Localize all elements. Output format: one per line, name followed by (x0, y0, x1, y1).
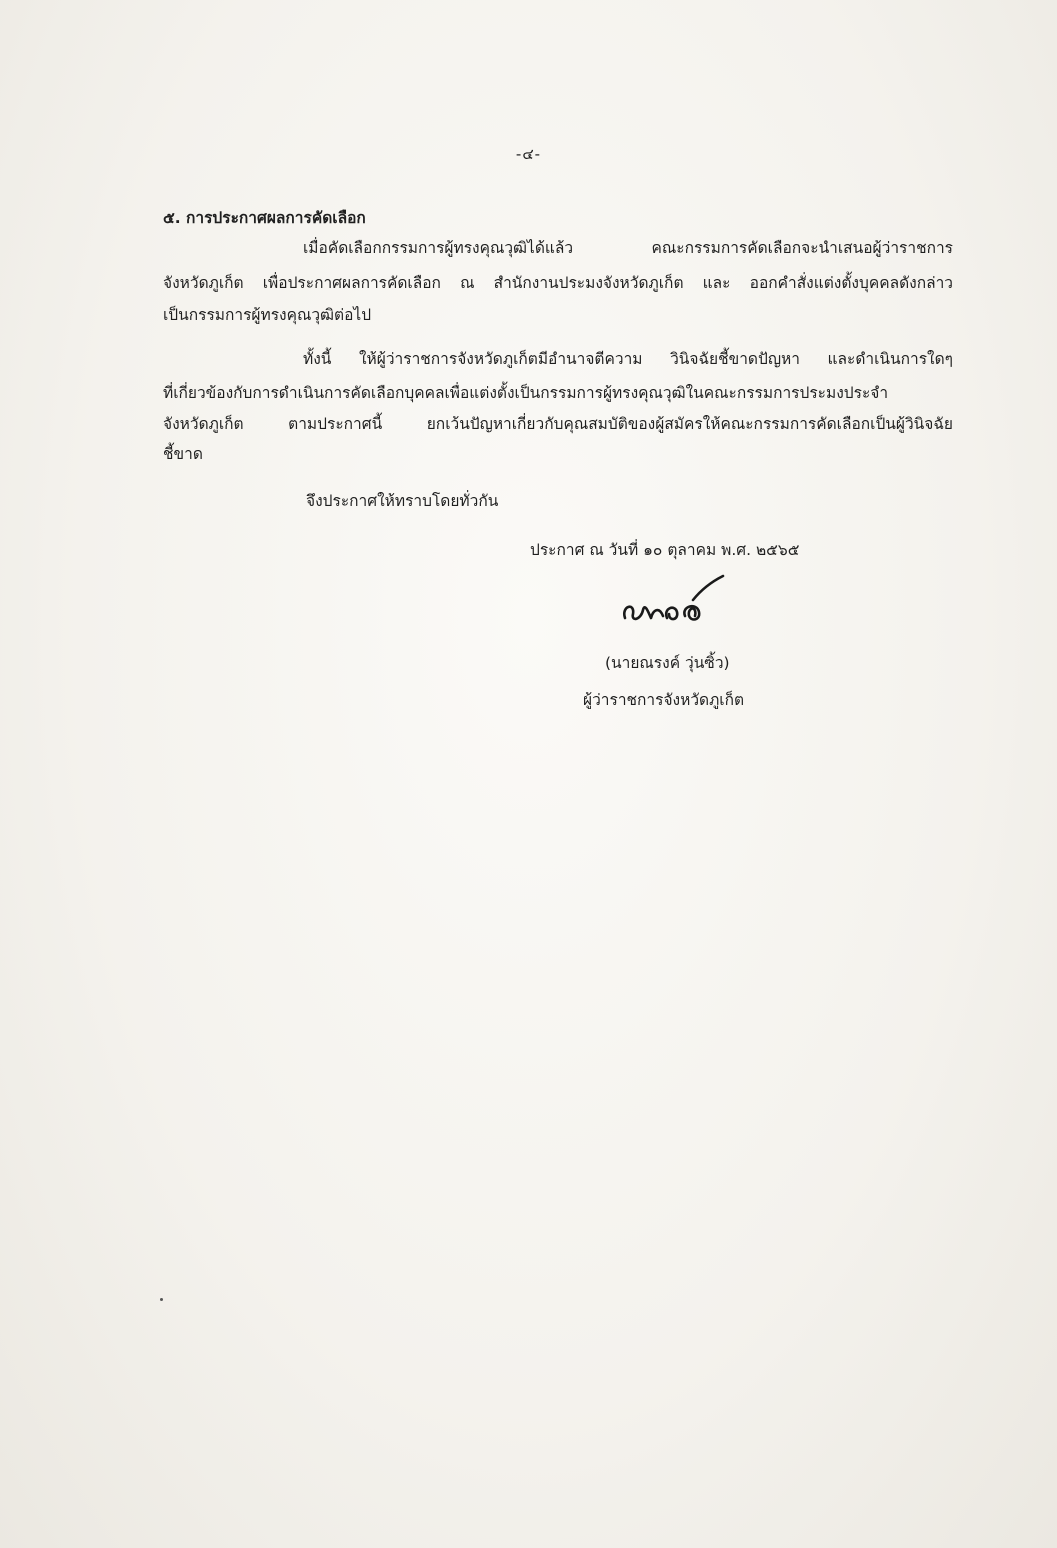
section-heading: ๕. การประกาศผลการคัดเลือก (163, 209, 366, 227)
paragraph2-line3: จังหวัดภูเก็ต ตามประกาศนี้ ยกเว้นปัญหาเกี่ยวกับคุณสมบัติของผู้สมัครให้คณะกรรมการคัดเลือกเป็นผู้วินิจฉัย (163, 415, 953, 433)
paragraph2-line1: ทั้งนี้ ให้ผู้ว่าราชการจังหวัดภูเก็ตมีอำนาจตีความ วินิจฉัยชี้ขาดปัญหา และดำเนินการใดๆ (303, 350, 953, 368)
paragraph2-line2: ที่เกี่ยวข้องกับการดำเนินการคัดเลือกบุคคลเพื่อแต่งตั้งเป็นกรรมการผู้ทรงคุณวุฒิในคณะกรรมการประมงประจำ (163, 384, 889, 402)
handwritten-signature (605, 570, 735, 630)
paragraph1-line3: เป็นกรรมการผู้ทรงคุณวุฒิต่อไป (163, 306, 372, 324)
announcement-date: ประกาศ ณ วันที่ ๑๐ ตุลาคม พ.ศ. ๒๕๖๕ (530, 541, 800, 559)
paragraph2-line4: ชี้ขาด (163, 445, 203, 463)
closing-statement: จึงประกาศให้ทราบโดยทั่วกัน (306, 492, 499, 510)
scan-speck (160, 1298, 163, 1301)
signer-title: ผู้ว่าราชการจังหวัดภูเก็ต (583, 691, 745, 709)
paragraph1-line1: เมื่อคัดเลือกกรรมการผู้ทรงคุณวุฒิได้แล้ว คณะกรรมการคัดเลือกจะนำเสนอผู้ว่าราชการ (303, 239, 953, 257)
paragraph1-line2: จังหวัดภูเก็ต เพื่อประกาศผลการคัดเลือก ณ สำนักงานประมงจังหวัดภูเก็ต และ ออกคำสั่งแต่งตั้งบุคคลดังกล่าว (163, 274, 953, 292)
page-number: -๔- (515, 145, 542, 163)
signer-name: (นายณรงค์ วุ่นซิ้ว) (605, 654, 730, 672)
